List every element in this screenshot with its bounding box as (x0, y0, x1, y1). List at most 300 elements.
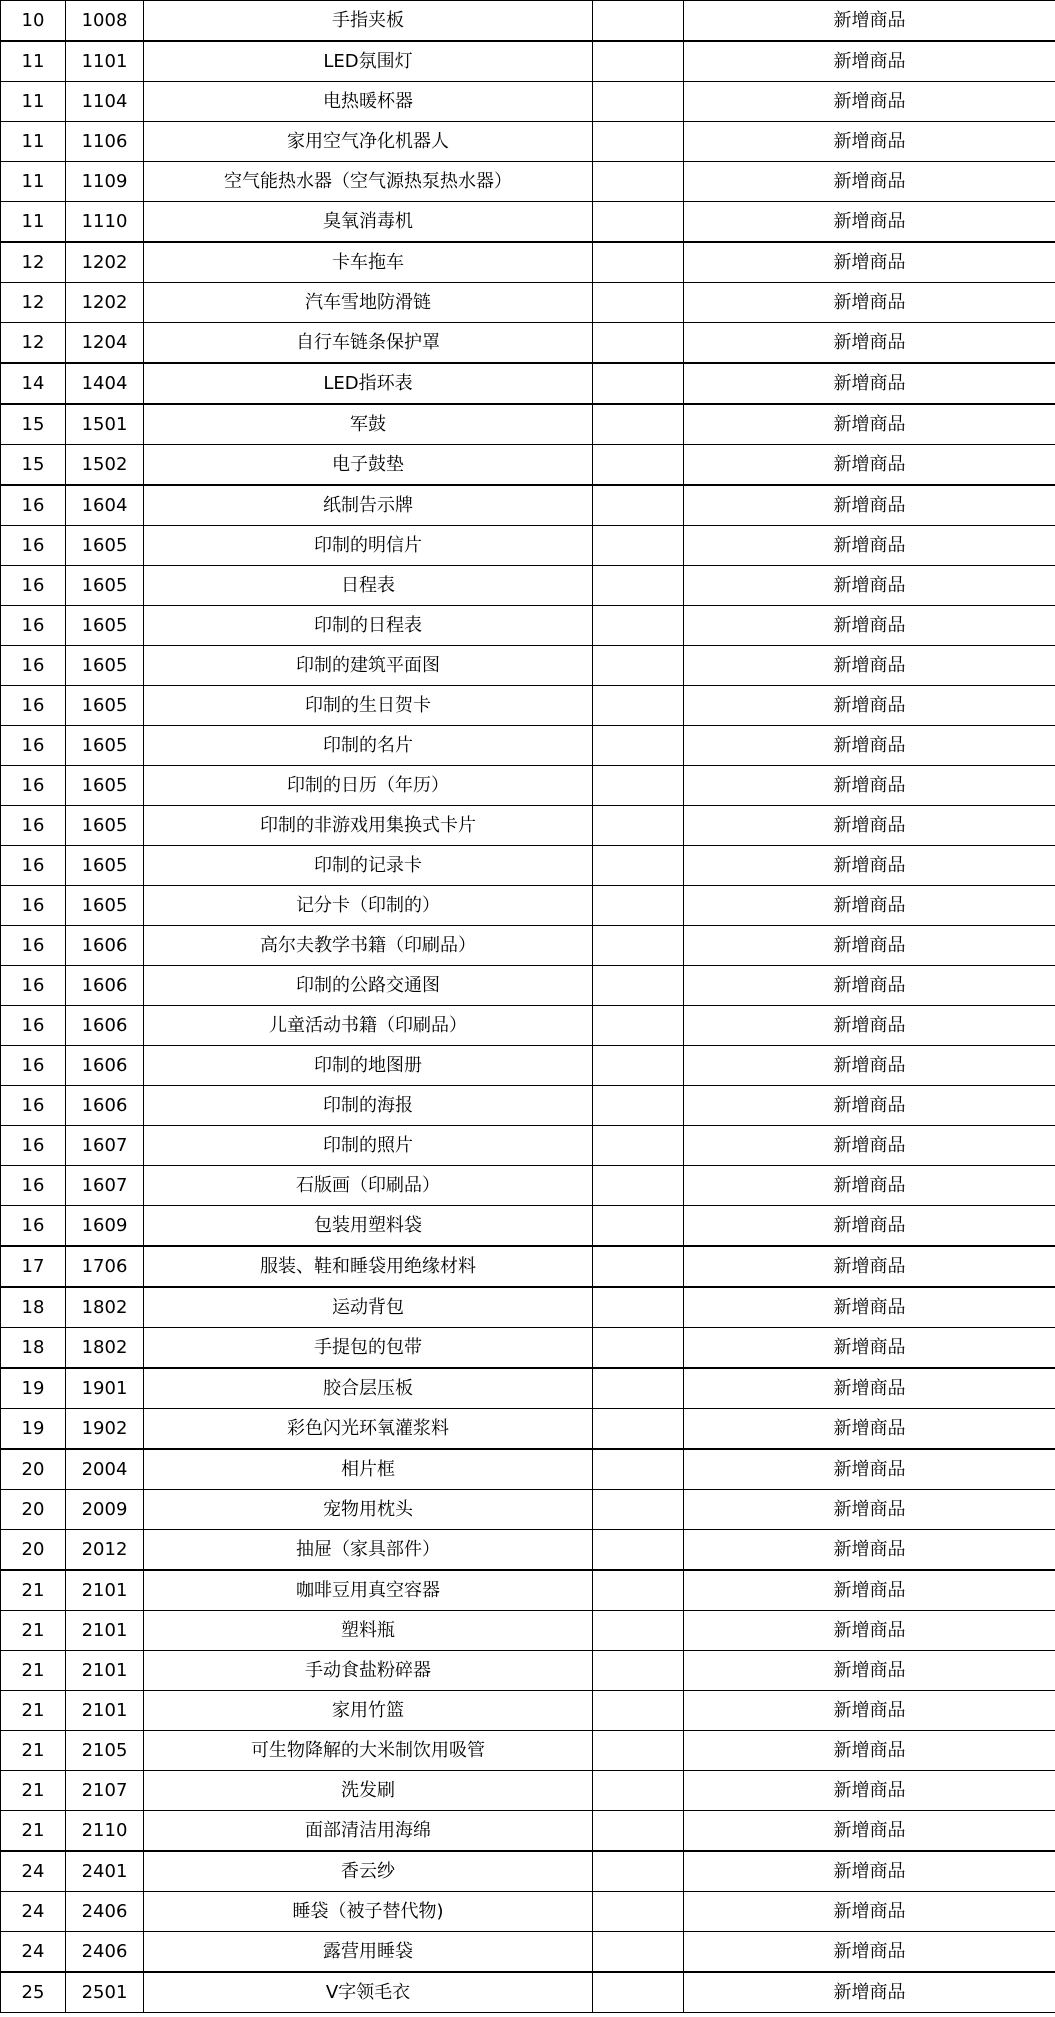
status-cell: 新增商品 (684, 1651, 1055, 1691)
group-code-cell: 1605 (66, 646, 144, 686)
table-row (1, 1, 1055, 42)
status-cell: 新增商品 (684, 41, 1055, 82)
blank-cell (593, 82, 684, 122)
table-row (1, 242, 1055, 283)
status-cell: 新增商品 (684, 1771, 1055, 1811)
blank-cell (593, 1126, 684, 1166)
product-name-cell: 印制的日程表 (144, 606, 593, 646)
product-name-cell: LED氛围灯 (144, 41, 593, 82)
blank-cell (593, 1651, 684, 1691)
blank-cell (593, 445, 684, 486)
class-number-cell: 12 (1, 283, 66, 323)
status-cell: 新增商品 (684, 1611, 1055, 1651)
table-row (1, 1490, 1055, 1530)
status-cell: 新增商品 (684, 485, 1055, 526)
group-code-cell: 1606 (66, 1006, 144, 1046)
product-name-cell: 日程表 (144, 566, 593, 606)
group-code-cell: 2105 (66, 1731, 144, 1771)
group-code-cell: 2009 (66, 1490, 144, 1530)
table-row (1, 1731, 1055, 1771)
table-row (1, 1530, 1055, 1571)
status-cell: 新增商品 (684, 363, 1055, 404)
group-code-cell: 2012 (66, 1530, 144, 1571)
status-cell: 新增商品 (684, 323, 1055, 364)
status-cell: 新增商品 (684, 966, 1055, 1006)
group-code-cell: 2401 (66, 1851, 144, 1892)
table-row (1, 886, 1055, 926)
blank-cell (593, 1328, 684, 1369)
status-cell: 新增商品 (684, 1892, 1055, 1932)
status-cell: 新增商品 (684, 806, 1055, 846)
blank-cell (593, 1166, 684, 1206)
table-row (1, 1166, 1055, 1206)
group-code-cell: 1606 (66, 1086, 144, 1126)
product-name-cell: 臭氧消毒机 (144, 202, 593, 243)
product-name-cell: LED指环表 (144, 363, 593, 404)
class-number-cell: 16 (1, 1166, 66, 1206)
status-cell: 新增商品 (684, 1287, 1055, 1328)
status-cell: 新增商品 (684, 886, 1055, 926)
blank-cell (593, 1972, 684, 2013)
table-row (1, 363, 1055, 404)
group-code-cell: 1606 (66, 966, 144, 1006)
group-code-cell: 1802 (66, 1328, 144, 1369)
status-cell: 新增商品 (684, 404, 1055, 445)
table-row (1, 1851, 1055, 1892)
group-code-cell: 1902 (66, 1409, 144, 1450)
class-number-cell: 11 (1, 162, 66, 202)
table-row (1, 1086, 1055, 1126)
blank-cell (593, 1246, 684, 1287)
group-code-cell: 1607 (66, 1166, 144, 1206)
class-number-cell: 11 (1, 122, 66, 162)
table-row (1, 1287, 1055, 1328)
class-number-cell: 20 (1, 1490, 66, 1530)
table-row (1, 202, 1055, 243)
product-name-cell: 胶合层压板 (144, 1368, 593, 1409)
group-code-cell: 1101 (66, 41, 144, 82)
group-code-cell: 2101 (66, 1651, 144, 1691)
status-cell: 新增商品 (684, 606, 1055, 646)
product-name-cell: 儿童活动书籍（印刷品） (144, 1006, 593, 1046)
status-cell: 新增商品 (684, 1086, 1055, 1126)
class-number-cell: 24 (1, 1851, 66, 1892)
product-name-cell: 彩色闪光环氧灌浆料 (144, 1409, 593, 1450)
blank-cell (593, 1086, 684, 1126)
product-name-cell: 自行车链条保护罩 (144, 323, 593, 364)
group-code-cell: 1605 (66, 726, 144, 766)
group-code-cell: 2110 (66, 1811, 144, 1852)
blank-cell (593, 566, 684, 606)
table-row (1, 1570, 1055, 1611)
blank-cell (593, 1206, 684, 1247)
table-row (1, 41, 1055, 82)
blank-cell (593, 283, 684, 323)
class-number-cell: 16 (1, 485, 66, 526)
product-name-cell: 高尔夫教学书籍（印刷品） (144, 926, 593, 966)
blank-cell (593, 1449, 684, 1490)
class-number-cell: 15 (1, 445, 66, 486)
table-row (1, 566, 1055, 606)
product-name-cell: 印制的海报 (144, 1086, 593, 1126)
table-row (1, 1972, 1055, 2013)
blank-cell (593, 162, 684, 202)
status-cell: 新增商品 (684, 1246, 1055, 1287)
group-code-cell: 2406 (66, 1932, 144, 1973)
status-cell: 新增商品 (684, 1932, 1055, 1973)
class-number-cell: 16 (1, 966, 66, 1006)
product-name-cell: 印制的非游戏用集换式卡片 (144, 806, 593, 846)
blank-cell (593, 1811, 684, 1852)
blank-cell (593, 686, 684, 726)
group-code-cell: 1605 (66, 886, 144, 926)
group-code-cell: 2101 (66, 1691, 144, 1731)
product-name-cell: 家用竹篮 (144, 1691, 593, 1731)
class-number-cell: 16 (1, 1086, 66, 1126)
group-code-cell: 1104 (66, 82, 144, 122)
class-number-cell: 16 (1, 806, 66, 846)
product-name-cell: 抽屉（家具部件） (144, 1530, 593, 1571)
status-cell: 新增商品 (684, 1409, 1055, 1450)
group-code-cell: 2101 (66, 1611, 144, 1651)
product-name-cell: 电热暖杯器 (144, 82, 593, 122)
table-row (1, 1206, 1055, 1247)
status-cell: 新增商品 (684, 1126, 1055, 1166)
table-row (1, 1246, 1055, 1287)
table-row (1, 766, 1055, 806)
group-code-cell: 1202 (66, 283, 144, 323)
class-number-cell: 25 (1, 1972, 66, 2013)
group-code-cell: 1202 (66, 242, 144, 283)
product-name-cell: 军鼓 (144, 404, 593, 445)
table-row (1, 1046, 1055, 1086)
status-cell: 新增商品 (684, 162, 1055, 202)
class-number-cell: 24 (1, 1932, 66, 1973)
table-row (1, 323, 1055, 364)
status-cell: 新增商品 (684, 726, 1055, 766)
status-cell: 新增商品 (684, 1972, 1055, 2013)
goods-table-body (1, 1, 1055, 2013)
status-cell: 新增商品 (684, 1731, 1055, 1771)
product-name-cell: 面部清洁用海绵 (144, 1811, 593, 1852)
status-cell: 新增商品 (684, 526, 1055, 566)
product-name-cell: 可生物降解的大米制饮用吸管 (144, 1731, 593, 1771)
table-row (1, 1368, 1055, 1409)
group-code-cell: 1502 (66, 445, 144, 486)
product-name-cell: 睡袋（被子替代物) (144, 1892, 593, 1932)
group-code-cell: 1008 (66, 1, 144, 42)
blank-cell (593, 806, 684, 846)
product-name-cell: 露营用睡袋 (144, 1932, 593, 1973)
table-row (1, 1932, 1055, 1973)
blank-cell (593, 1287, 684, 1328)
class-number-cell: 10 (1, 1, 66, 42)
product-name-cell: 香云纱 (144, 1851, 593, 1892)
table-row (1, 283, 1055, 323)
product-name-cell: 相片框 (144, 1449, 593, 1490)
class-number-cell: 20 (1, 1449, 66, 1490)
blank-cell (593, 886, 684, 926)
product-name-cell: 咖啡豆用真空容器 (144, 1570, 593, 1611)
class-number-cell: 24 (1, 1892, 66, 1932)
product-name-cell: 手动食盐粉碎器 (144, 1651, 593, 1691)
table-row (1, 926, 1055, 966)
product-name-cell: 手指夹板 (144, 1, 593, 42)
group-code-cell: 2107 (66, 1771, 144, 1811)
status-cell: 新增商品 (684, 283, 1055, 323)
group-code-cell: 1604 (66, 485, 144, 526)
table-row (1, 1611, 1055, 1651)
product-name-cell: 石版画（印刷品） (144, 1166, 593, 1206)
blank-cell (593, 363, 684, 404)
table-row (1, 1651, 1055, 1691)
table-row (1, 526, 1055, 566)
product-name-cell: 印制的日历（年历） (144, 766, 593, 806)
table-row (1, 846, 1055, 886)
class-number-cell: 18 (1, 1287, 66, 1328)
group-code-cell: 1501 (66, 404, 144, 445)
blank-cell (593, 766, 684, 806)
group-code-cell: 1901 (66, 1368, 144, 1409)
status-cell: 新增商品 (684, 1530, 1055, 1571)
class-number-cell: 16 (1, 846, 66, 886)
status-cell: 新增商品 (684, 1570, 1055, 1611)
group-code-cell: 1605 (66, 806, 144, 846)
product-name-cell: 电子鼓垫 (144, 445, 593, 486)
product-name-cell: 卡车拖车 (144, 242, 593, 283)
status-cell: 新增商品 (684, 1490, 1055, 1530)
group-code-cell: 2004 (66, 1449, 144, 1490)
group-code-cell: 1404 (66, 363, 144, 404)
table-row (1, 122, 1055, 162)
blank-cell (593, 726, 684, 766)
blank-cell (593, 404, 684, 445)
product-name-cell: 纸制告示牌 (144, 485, 593, 526)
blank-cell (593, 1570, 684, 1611)
product-name-cell: 印制的建筑平面图 (144, 646, 593, 686)
status-cell: 新增商品 (684, 202, 1055, 243)
status-cell: 新增商品 (684, 1851, 1055, 1892)
status-cell: 新增商品 (684, 1166, 1055, 1206)
class-number-cell: 19 (1, 1368, 66, 1409)
product-name-cell: 印制的生日贺卡 (144, 686, 593, 726)
group-code-cell: 1605 (66, 566, 144, 606)
blank-cell (593, 1368, 684, 1409)
group-code-cell: 1706 (66, 1246, 144, 1287)
blank-cell (593, 242, 684, 283)
table-row (1, 1691, 1055, 1731)
class-number-cell: 16 (1, 606, 66, 646)
product-name-cell: 印制的公路交通图 (144, 966, 593, 1006)
class-number-cell: 16 (1, 1206, 66, 1247)
group-code-cell: 1605 (66, 686, 144, 726)
status-cell: 新增商品 (684, 686, 1055, 726)
class-number-cell: 11 (1, 202, 66, 243)
class-number-cell: 17 (1, 1246, 66, 1287)
group-code-cell: 1110 (66, 202, 144, 243)
class-number-cell: 21 (1, 1771, 66, 1811)
status-cell: 新增商品 (684, 1006, 1055, 1046)
blank-cell (593, 926, 684, 966)
group-code-cell: 1606 (66, 926, 144, 966)
blank-cell (593, 202, 684, 243)
class-number-cell: 14 (1, 363, 66, 404)
product-name-cell: 包装用塑料袋 (144, 1206, 593, 1247)
blank-cell (593, 1731, 684, 1771)
blank-cell (593, 1892, 684, 1932)
status-cell: 新增商品 (684, 1328, 1055, 1369)
class-number-cell: 21 (1, 1570, 66, 1611)
class-number-cell: 21 (1, 1611, 66, 1651)
class-number-cell: 19 (1, 1409, 66, 1450)
blank-cell (593, 966, 684, 1006)
class-number-cell: 11 (1, 82, 66, 122)
class-number-cell: 21 (1, 1731, 66, 1771)
blank-cell (593, 1046, 684, 1086)
class-number-cell: 15 (1, 404, 66, 445)
status-cell: 新增商品 (684, 1449, 1055, 1490)
class-number-cell: 16 (1, 886, 66, 926)
group-code-cell: 1605 (66, 766, 144, 806)
table-row (1, 726, 1055, 766)
status-cell: 新增商品 (684, 1368, 1055, 1409)
blank-cell (593, 846, 684, 886)
product-name-cell: 印制的明信片 (144, 526, 593, 566)
status-cell: 新增商品 (684, 1206, 1055, 1247)
blank-cell (593, 526, 684, 566)
status-cell: 新增商品 (684, 1811, 1055, 1852)
table-row (1, 82, 1055, 122)
class-number-cell: 16 (1, 646, 66, 686)
status-cell: 新增商品 (684, 1046, 1055, 1086)
blank-cell (593, 1771, 684, 1811)
status-cell: 新增商品 (684, 122, 1055, 162)
class-number-cell: 21 (1, 1651, 66, 1691)
group-code-cell: 1106 (66, 122, 144, 162)
product-name-cell: 家用空气净化机器人 (144, 122, 593, 162)
group-code-cell: 1609 (66, 1206, 144, 1247)
blank-cell (593, 41, 684, 82)
status-cell: 新增商品 (684, 926, 1055, 966)
blank-cell (593, 1691, 684, 1731)
status-cell: 新增商品 (684, 242, 1055, 283)
class-number-cell: 16 (1, 566, 66, 606)
product-name-cell: V字领毛衣 (144, 1972, 593, 2013)
group-code-cell: 1605 (66, 526, 144, 566)
blank-cell (593, 1, 684, 42)
blank-cell (593, 1006, 684, 1046)
group-code-cell: 2501 (66, 1972, 144, 2013)
blank-cell (593, 1490, 684, 1530)
class-number-cell: 16 (1, 766, 66, 806)
class-number-cell: 12 (1, 323, 66, 364)
table-row (1, 606, 1055, 646)
table-row (1, 1328, 1055, 1369)
product-name-cell: 运动背包 (144, 1287, 593, 1328)
blank-cell (593, 606, 684, 646)
blank-cell (593, 1611, 684, 1651)
group-code-cell: 1605 (66, 846, 144, 886)
table-row (1, 646, 1055, 686)
table-row (1, 686, 1055, 726)
group-code-cell: 1606 (66, 1046, 144, 1086)
status-cell: 新增商品 (684, 846, 1055, 886)
class-number-cell: 16 (1, 1126, 66, 1166)
class-number-cell: 20 (1, 1530, 66, 1571)
group-code-cell: 1109 (66, 162, 144, 202)
table-row (1, 1409, 1055, 1450)
class-number-cell: 16 (1, 686, 66, 726)
class-number-cell: 21 (1, 1811, 66, 1852)
class-number-cell: 21 (1, 1691, 66, 1731)
table-row (1, 485, 1055, 526)
class-number-cell: 16 (1, 726, 66, 766)
product-name-cell: 宠物用枕头 (144, 1490, 593, 1530)
group-code-cell: 1802 (66, 1287, 144, 1328)
class-number-cell: 11 (1, 41, 66, 82)
product-name-cell: 印制的名片 (144, 726, 593, 766)
table-row (1, 404, 1055, 445)
table-row (1, 966, 1055, 1006)
product-name-cell: 汽车雪地防滑链 (144, 283, 593, 323)
table-row (1, 445, 1055, 486)
group-code-cell: 2406 (66, 1892, 144, 1932)
blank-cell (593, 323, 684, 364)
product-name-cell: 印制的照片 (144, 1126, 593, 1166)
table-row (1, 162, 1055, 202)
product-name-cell: 手提包的包带 (144, 1328, 593, 1369)
product-name-cell: 空气能热水器（空气源热泵热水器） (144, 162, 593, 202)
group-code-cell: 1607 (66, 1126, 144, 1166)
table-row (1, 1811, 1055, 1852)
status-cell: 新增商品 (684, 1, 1055, 42)
blank-cell (593, 1851, 684, 1892)
class-number-cell: 16 (1, 1046, 66, 1086)
product-name-cell: 记分卡（印制的） (144, 886, 593, 926)
class-number-cell: 18 (1, 1328, 66, 1369)
table-row (1, 806, 1055, 846)
table-row (1, 1892, 1055, 1932)
table-row (1, 1126, 1055, 1166)
status-cell: 新增商品 (684, 1691, 1055, 1731)
group-code-cell: 2101 (66, 1570, 144, 1611)
product-name-cell: 洗发刷 (144, 1771, 593, 1811)
class-number-cell: 16 (1, 526, 66, 566)
group-code-cell: 1605 (66, 606, 144, 646)
product-name-cell: 塑料瓶 (144, 1611, 593, 1651)
table-row (1, 1006, 1055, 1046)
class-number-cell: 16 (1, 926, 66, 966)
group-code-cell: 1204 (66, 323, 144, 364)
blank-cell (593, 485, 684, 526)
class-number-cell: 12 (1, 242, 66, 283)
product-name-cell: 印制的记录卡 (144, 846, 593, 886)
blank-cell (593, 1530, 684, 1571)
table-row (1, 1449, 1055, 1490)
status-cell: 新增商品 (684, 445, 1055, 486)
status-cell: 新增商品 (684, 766, 1055, 806)
blank-cell (593, 1409, 684, 1450)
blank-cell (593, 646, 684, 686)
product-name-cell: 印制的地图册 (144, 1046, 593, 1086)
blank-cell (593, 122, 684, 162)
status-cell: 新增商品 (684, 646, 1055, 686)
blank-cell (593, 1932, 684, 1973)
class-number-cell: 16 (1, 1006, 66, 1046)
status-cell: 新增商品 (684, 82, 1055, 122)
table-row (1, 1771, 1055, 1811)
product-name-cell: 服装、鞋和睡袋用绝缘材料 (144, 1246, 593, 1287)
